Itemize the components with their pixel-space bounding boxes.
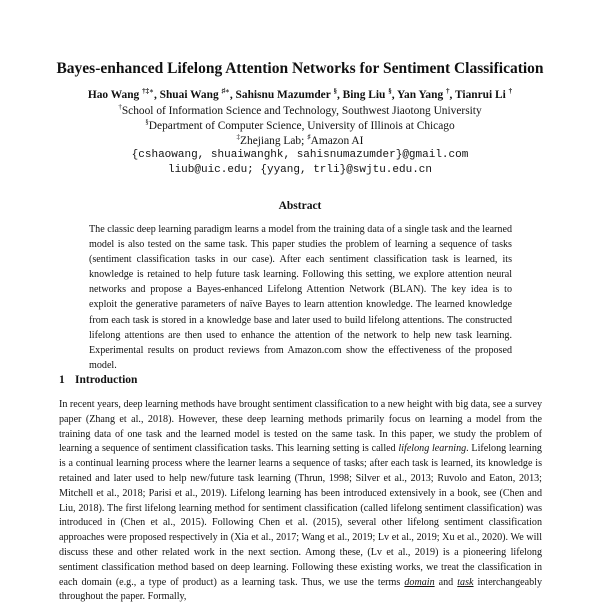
author-name: Bing Liu [342,89,386,101]
emphasized-term: lifelong learning [398,443,467,455]
intro-text: and [434,576,458,588]
section-number: 1 [59,374,65,386]
author-name: Yan Yang [397,89,444,101]
section-heading [59,374,137,386]
affiliation-text: Zhejiang Lab; [240,135,308,147]
affiliation-mark: ‡ [236,133,241,142]
author-name: Hao Wang [87,89,140,101]
underlined-term: task [457,576,474,588]
affiliation-text: Department of Computer Science, University of Illinois at Chicago [148,120,455,132]
author-marks: † [508,87,513,96]
intro-text: interchangeably throughout the paper. Formally, [59,576,542,603]
affiliation-text: School of Information Science and Technology, Southwest Jiaotong University [121,105,482,117]
affiliation-mark: § [145,118,149,127]
affiliation-2 [0,120,600,132]
intro-text: In recent years, deep learning methods have brought sentiment classification to a new height with big data, see a survey paper (Zhang et al., 2018). However, these deep learning methods primarily focus on learning a model from the training data of one task and the learned model is tested on the same task. In this paper, we study the problem of learning a sequence of sentiment classification tasks. This learning setting is called [59,399,542,455]
author-marks: ♯∗ [221,87,230,96]
affiliation-mark: † [118,103,122,112]
email-line-1: {cshaowang, shuaiwanghk, sahisnumazumder}@gmail.com [131,149,469,161]
author-marks: § [388,87,392,96]
underlined-term: domain [404,576,435,588]
abstract-text: The classic deep learning paradigm learns a model from the training data of a single task and the learned model is also tested on the same task. This paper studies the problem of learning a sequence of tasks (sentiment classification tasks in our case). After each sentiment classification task is learned, its knowledge is retained to help future task learning. Following this setting, we explore attention neural networks and propose a Bayes-enhanced Lifelong Attention Network (BLAN). The key idea is to exploit the generative parameters of naïve Bayes to learn attention knowledge. The learned knowledge from each task is stored in a knowledge base and later used to build lifelong attentions. The constructed lifelong attentions are then used to enhance the attention of the network to help new task learning. Experimental results on product reviews from Amazon.com show the effectiveness of the proposed model. [89,224,512,371]
author-list: Hao Wang †‡∗, Shuai Wang ♯∗, Sahisnu Mazumder §, Bing Liu §, Yan Yang †, Tianrui Li † [87,87,513,101]
author-marks: † [446,87,450,96]
intro-text: . Lifelong learning is a continual learning process where the learner learns a sequence of tasks; after each task is learned, its knowledge is retained and later used to help new/future task learning (Thrun, 1998; Silver et al., 2013; Ruvolo and Eaton, 2013; Mitchell et al., 2018; Parisi et al., 2019). Lifelong learning has been introduced extensively in a book, see (Chen and Liu, 2018). The first lifelong learning method for sentiment classification (called lifelong sentiment classification) was introduced in (Chen et al., 2015). Following Chen et al. (2015), several other lifelong sentiment classification approaches were proposed respectively in (Xia et al., 2017; Wang et al., 2019; Lv et al., 2019; Xu et al., 2020). We will discuss these and other related work in the next section. Among these, (Lv et al., 2019) is a pioneering lifelong sentiment classification method based on deep learning. Following these existing works, we treat the classification in each domain (e.g., a type of product) as a learning task. Thus, we use the terms [59,443,542,588]
affiliation-mark: ♯ [307,133,311,142]
affiliation-3 [0,135,600,147]
paper-title: Bayes-enhanced Lifelong Attention Networks for Sentiment Classification [56,60,544,77]
author-marks: § [333,87,337,96]
author-name: Shuai Wang [159,89,219,101]
author-marks: †‡∗ [142,87,154,96]
author-name: Tianrui Li [455,89,506,101]
author-name: Sahisnu Mazumder [235,89,331,101]
affiliation-text: Amazon AI [310,135,364,147]
abstract-heading: Abstract [278,200,322,212]
section-title: Introduction [75,374,138,386]
affiliation-1 [0,105,600,117]
email-line-2: liub@uic.edu; {yyang, trli}@swjtu.edu.cn [167,164,433,176]
intro-paragraph [59,398,542,605]
